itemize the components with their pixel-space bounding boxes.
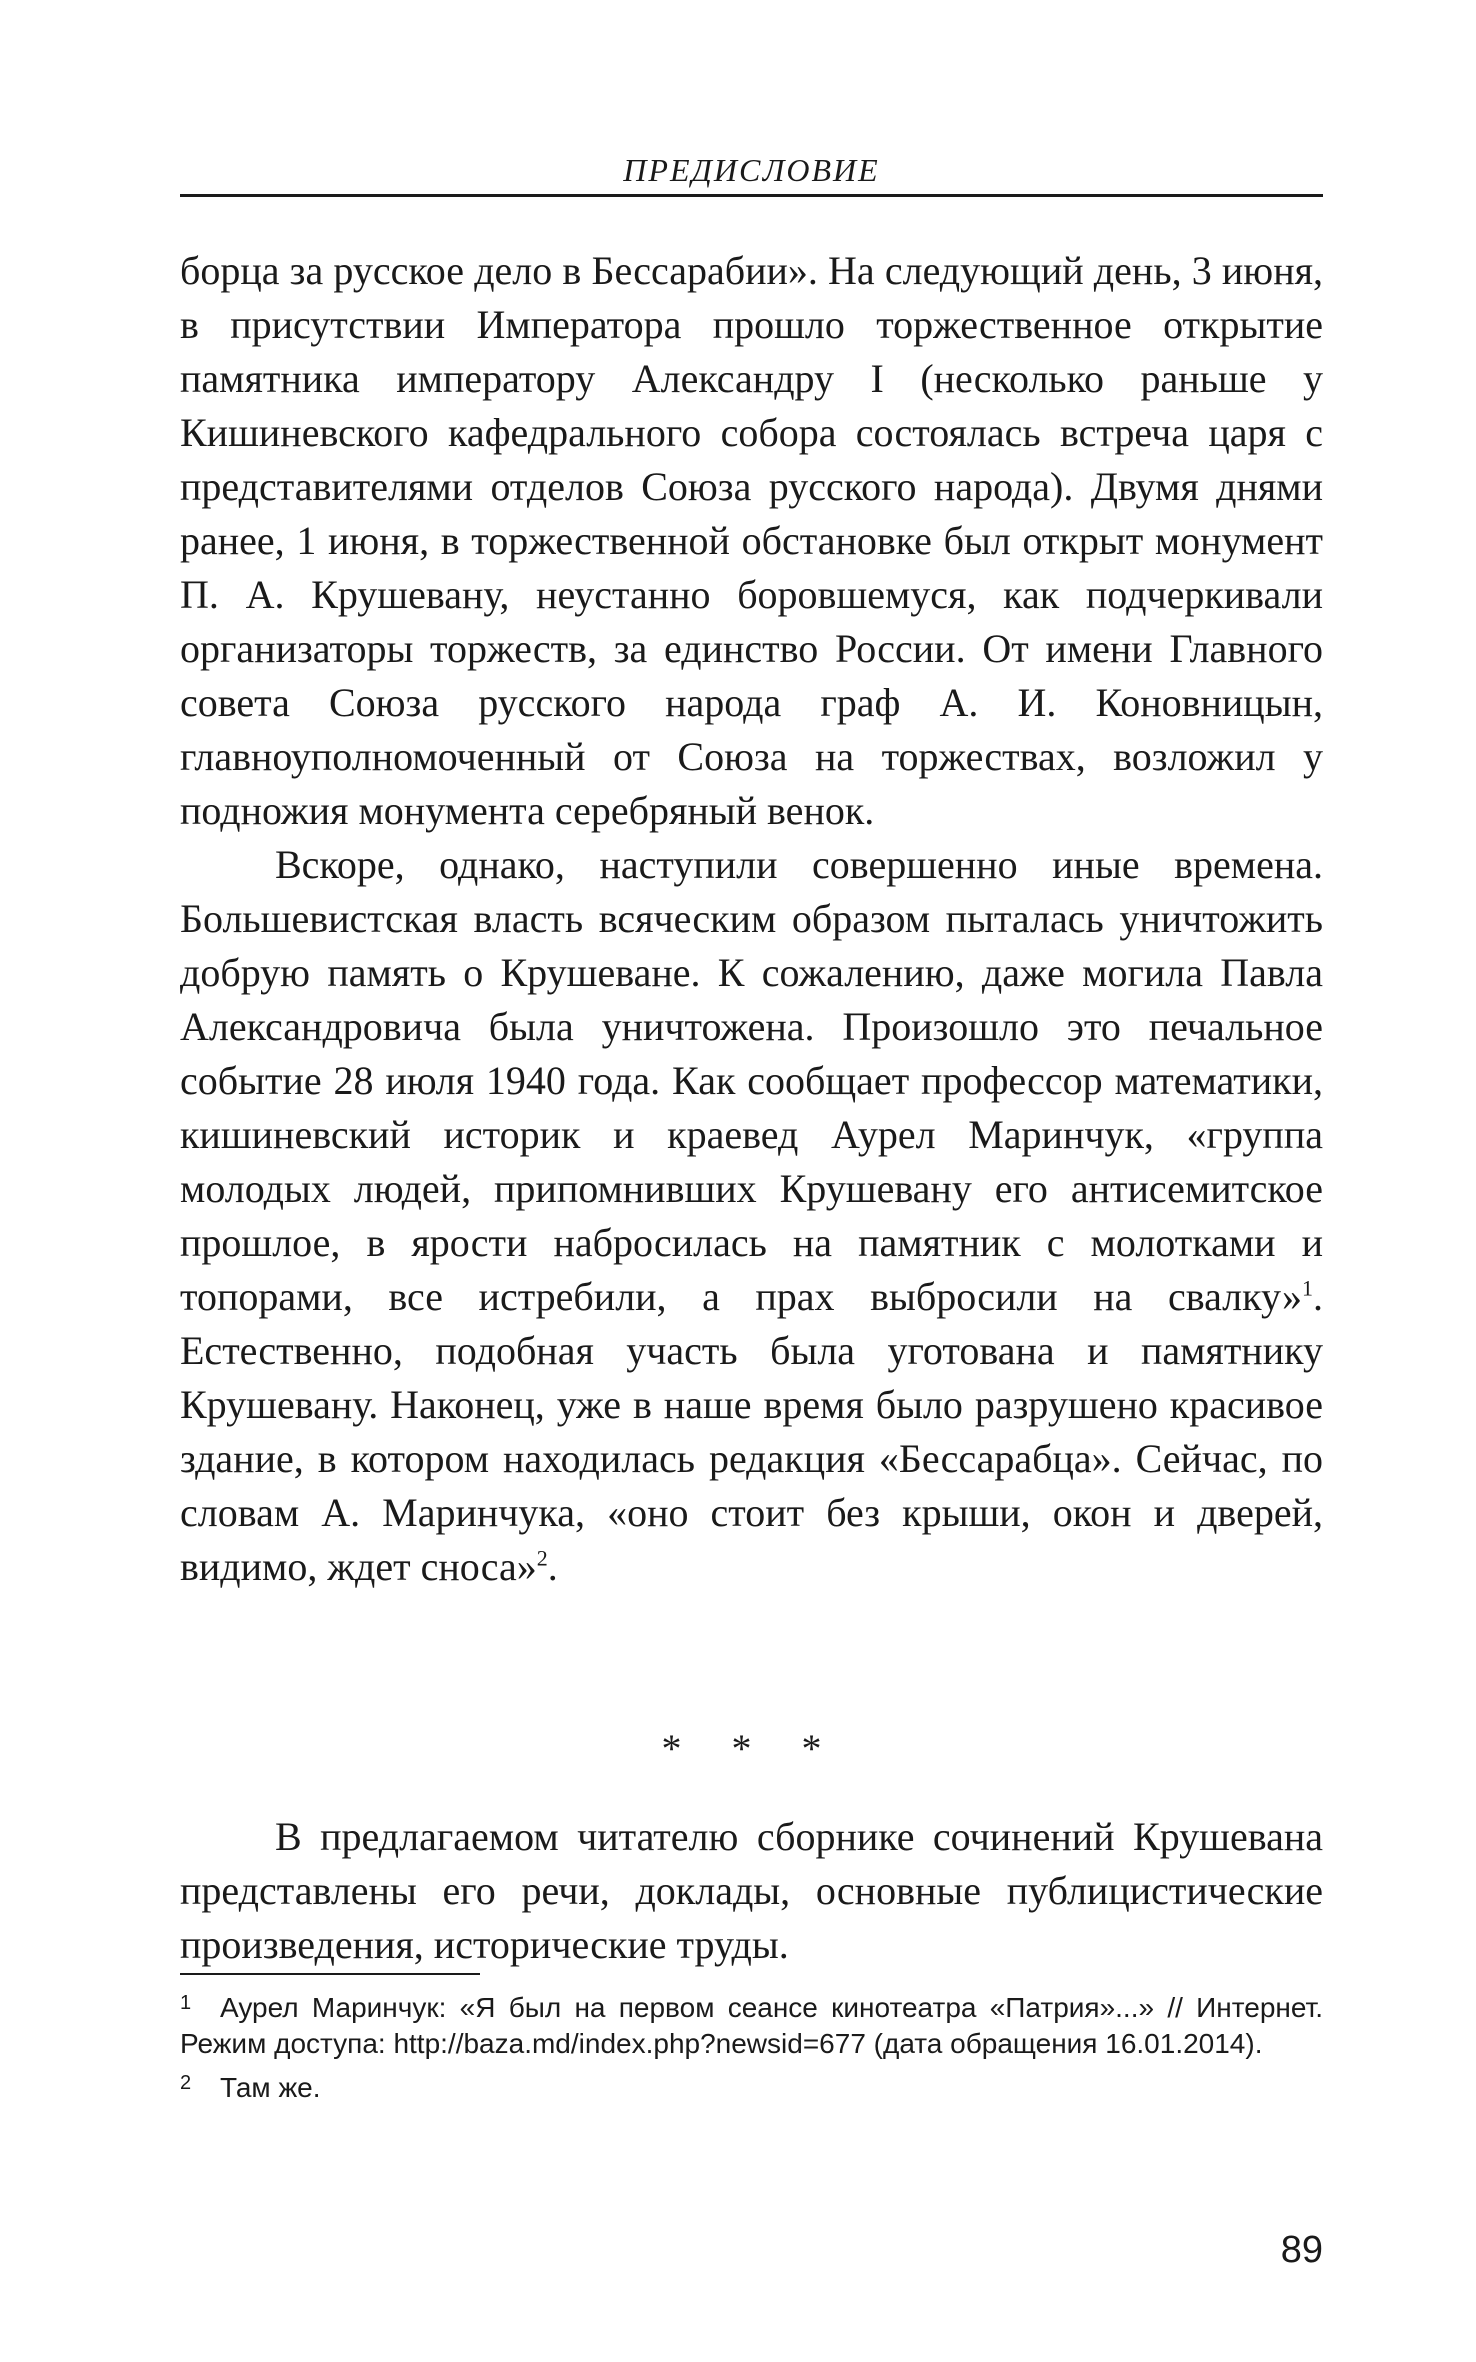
- running-header: ПРЕДИСЛОВИЕ: [623, 152, 880, 188]
- header-rule: [180, 194, 1323, 197]
- footnote-text-1: Аурел Маринчук: «Я был на первом сеансе кинотеатра «Патрия»...» // Интернет. Режим доступа: http://baza.md/index.php?newsid=677 (дата обращения 16.01.2014).: [180, 1992, 1323, 2059]
- paragraph-2-text-a: Вскоре, однако, наступили совершенно иные времена. Большевистская власть всяческим образом пыталась уничтожить добрую память о Крушеване. К сожалению, даже могила Павла Александровича была уничтожена. Произошло это печальное событие 28 июля 1940 года. Как сообщает профессор математики, кишиневский историк и краевед Аурел Маринчук, «группа молодых людей, припомнивших Крушевану его антисемитское прошлое, в ярости набросилась на памятник с молотками и топорами, все истребили, а прах выбросили на свалку»: [180, 842, 1323, 1319]
- footnote-ref-2[interactable]: 2: [536, 1545, 548, 1571]
- footnote-mark-2: 2: [180, 2072, 192, 2094]
- paragraph-2: [180, 838, 1323, 1594]
- page-number: 89: [1280, 2229, 1323, 2271]
- footnote-2: [180, 2070, 1323, 2106]
- footnote-text-2: Там же.: [220, 2072, 321, 2103]
- footnote-mark-1: 1: [180, 1992, 192, 2014]
- paragraph-2-text-b: . Естественно, подобная участь была уготована и памятнику Крушевану. Наконец, уже в наше время было разрушено красивое здание, в котором находилась редакция «Бессарабца». Сейчас, по словам А. Маринчука, «оно стоит без крыши, окон и дверей, видимо, ждет сноса»: [180, 1274, 1323, 1589]
- footnote-1: [180, 1990, 1323, 2062]
- paragraph-3: В предлагаемом читателю сборнике сочинений Крушевана представлены его речи, доклады, основные публицистические произведения, исторические труды.: [180, 1814, 1323, 1967]
- section-2-text: [180, 1810, 1323, 1972]
- footnotes: [180, 1990, 1323, 2114]
- section-separator: * * *: [661, 1726, 842, 1771]
- paragraph-2-text-c: .: [547, 1544, 558, 1589]
- footnote-rule: [180, 1973, 480, 1975]
- paragraph-1: борца за русское дело в Бессарабии». На следующий день, 3 июня, в присутствии Императора прошло торжественное открытие памятника императору Александру I (несколько раньше у Кишиневского кафедрального собора состоялась встреча царя с представителями отделов Союза русского народа). Двумя днями ранее, 1 июня, в торжественной обстановке был открыт монумент П. А. Крушевану, неустанно боровшемуся, как подчеркивали организаторы торжеств, за единство России. От имени Главного совета Союза русского народа граф А. И. Коновницын, главноуполномоченный от Союза на торжествах, возложил у подножия монумента серебряный венок.: [180, 248, 1323, 833]
- footnote-ref-1[interactable]: 1: [1302, 1275, 1313, 1301]
- main-text: [180, 244, 1323, 1594]
